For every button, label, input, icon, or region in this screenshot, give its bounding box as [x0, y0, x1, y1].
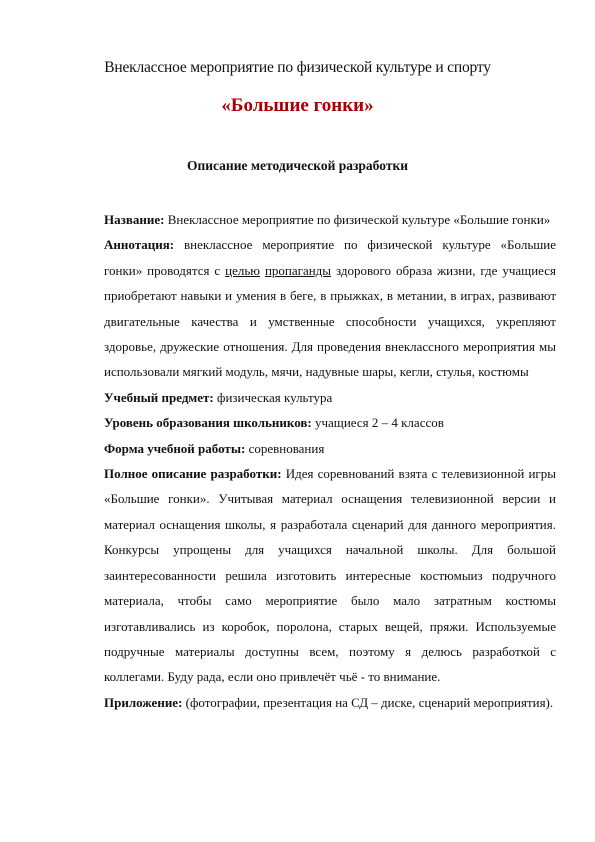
subject-label: Учебный предмет: — [104, 389, 214, 405]
annotation-label: Аннотация: — [104, 237, 175, 253]
annotation-text-end: здорового образа жизни, где учащиеся приобретают навыки и умения в беге, в прыжках, в метании, в играх, развивают двигательные качества и умственные способности учащихся, укрепляют здоровье, дружеские отношения. Для проведения внеклассного мероприятия мы использовали мягкий модуль, мячи, надувные шары, кегли, стулья, костюмы — [104, 262, 556, 380]
full-description-label: Полное описание разработки: — [104, 466, 282, 482]
level-value: учащиеся 2 – 4 классов — [311, 415, 444, 431]
work-form-paragraph — [104, 436, 556, 461]
appendix-label: Приложение: — [104, 694, 183, 710]
appendix-value: (фотографии, презентация на СД – диске, сценарий мероприятия). — [182, 694, 554, 710]
underlined-word-propaganda: пропаганды — [264, 262, 332, 278]
document-heading: Внеклассное мероприятие по физической культуре и спорту — [104, 59, 491, 76]
annotation-text-start: внеклассное мероприятие по физической культуре «Большие гонки» проводятся с — [104, 237, 556, 278]
work-form-label: Форма учебной работы: — [104, 440, 246, 456]
document-body — [104, 207, 556, 715]
event-title: «Большие гонки» — [221, 95, 374, 116]
appendix-paragraph — [104, 690, 556, 715]
subject-value: физическая культура — [213, 389, 333, 405]
underlined-word-purpose: целью — [225, 262, 260, 278]
level-paragraph — [104, 410, 556, 435]
name-value: Внеклассное мероприятие по физической культуре «Большие гонки» — [164, 212, 551, 227]
section-title: Описание методической разработки — [186, 158, 409, 173]
name-label: Название: — [104, 212, 165, 227]
full-description-paragraph — [104, 461, 556, 690]
name-paragraph — [104, 207, 556, 232]
subject-paragraph — [104, 385, 556, 410]
level-label: Уровень образования школьников: — [104, 415, 312, 431]
annotation-paragraph — [104, 232, 556, 384]
full-description-value: Идея соревнований взята с телевизионной игры «Большие гонки». Учитывая материал оснащения телевизионной версии и материал оснащения школы, я разработала сценарий для данного мероприятия. Конкурсы упрощены для учащихся начальной школы. Для большой заинтересованности решила изготовить интересные костюмыиз подручного материала, чтобы само мероприятие было мало затратным костюмы изготавливались из коробок, поролона, старых вещей, пряжи. Используемые подручные материалы доступны всем, поэтому я делюсь разработкой с коллегами. Буду рада, если оно привлечёт чьё - то внимание. — [104, 466, 556, 685]
work-form-value: соревнования — [245, 440, 325, 456]
